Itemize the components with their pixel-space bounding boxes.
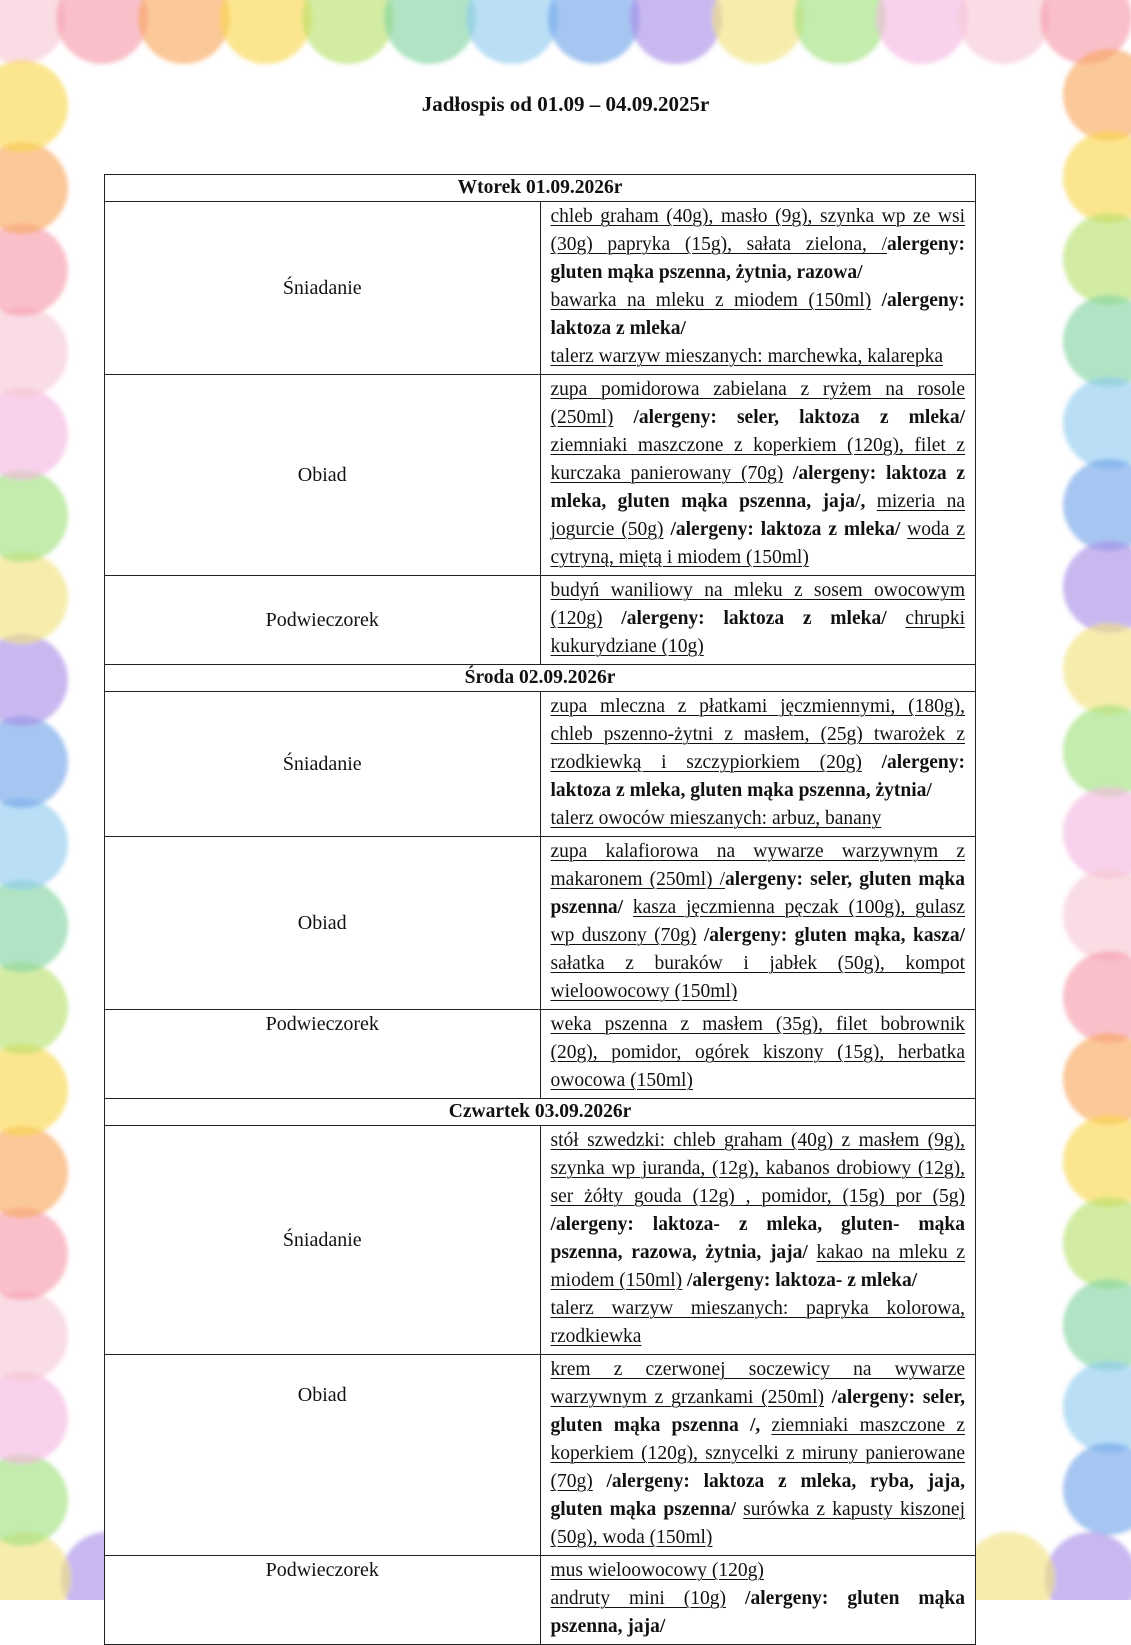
decor-dot (958, 0, 1050, 64)
day-header: Środa 02.09.2026r (105, 665, 976, 692)
decor-dot (712, 0, 804, 64)
meal-label-snack: Podwieczorek (105, 576, 541, 665)
decor-dot (1063, 1197, 1131, 1289)
decor-dot (0, 962, 68, 1054)
meal-label-breakfast: Śniadanie (105, 1126, 541, 1355)
decor-dot (1063, 377, 1131, 469)
decor-dot (1063, 623, 1131, 715)
decor-dot (0, 0, 66, 64)
day-header: Wtorek 01.09.2026r (105, 175, 976, 202)
decor-dot (1063, 1443, 1131, 1535)
decor-dot (384, 0, 476, 64)
decor-dot (1063, 295, 1131, 387)
meal-label-lunch: Obiad (105, 837, 541, 1010)
decor-dot (0, 1044, 68, 1136)
decor-dot (0, 470, 68, 562)
decor-dot (1063, 1361, 1131, 1453)
meal-label-lunch: Obiad (105, 1355, 541, 1556)
decor-dot (630, 0, 722, 64)
decor-dot (0, 1126, 68, 1218)
meal-label-snack: Podwieczorek (105, 1010, 541, 1099)
decor-dot (1063, 869, 1131, 961)
meal-snack: budyń waniliowy na mleku z sosem owocowym (120g) /alergeny: laktoza z mleka/ chrupki kukurydziane (10g) (540, 576, 976, 665)
decor-dot (876, 0, 968, 64)
decor-dot (794, 0, 886, 64)
decor-dot (0, 142, 68, 234)
meal-lunch: zupa kalafiorowa na wywarze warzywnym z makaronem (250ml) /alergeny: seler, gluten mąka pszenna/ kasza jęczmienna pęczak (100g), gulasz wp duszony (70g) /alergeny: gluten mąka, kasza/ sałatka z buraków i jabłek (50g), kompot wieloowocowy (150ml) (540, 837, 976, 1010)
decor-dot (302, 0, 394, 64)
decor-dot (0, 716, 68, 808)
decor-dot (0, 306, 68, 398)
decor-dot (1063, 1279, 1131, 1371)
decor-dot (0, 1454, 68, 1546)
meal-label-breakfast: Śniadanie (105, 692, 541, 837)
decor-dot (1063, 1033, 1131, 1125)
decor-dot (0, 552, 68, 644)
meal-label-breakfast: Śniadanie (105, 202, 541, 375)
decor-dot (1063, 541, 1131, 633)
page-title: Jadłospis od 01.09 – 04.09.2025r (421, 92, 710, 116)
meal-breakfast: stół szwedzki: chleb graham (40g) z masłem (9g), szynka wp juranda, (12g), kabanos drobiowy (12g), ser żółty gouda (12g) , pomidor, (15g) por (5g) /alergeny: laktoza- z mleka, gluten- mąka pszenna, razowa, żytnia, jaja/ kakao na mleku z miodem (150ml) /alergeny: laktoza- z mleka/ talerz warzyw mieszanych: papryka kolorowa, rzodkiewka (540, 1126, 976, 1355)
decor-dot (0, 1208, 68, 1300)
meal-lunch: zupa pomidorowa zabielana z ryżem na rosole (250ml) /alergeny: seler, laktoza z mleka/ ziemniaki maszczone z koperkiem (120g), filet z kurczaka panierowany (70g) /alergeny: laktoza z mleka, gluten mąka pszenna, jaja/, mizeria na jogurcie (50g) /alergeny: laktoza z mleka/ woda z cytryną, miętą i miodem (150ml) (540, 375, 976, 576)
decor-dot (1063, 459, 1131, 551)
decor-dot (1063, 131, 1131, 223)
decor-dot (0, 1290, 68, 1382)
decor-dot (0, 388, 68, 480)
decor-dot (1063, 951, 1131, 1043)
decor-dot (56, 0, 148, 64)
decor-dot (0, 1372, 68, 1464)
meal-breakfast: chleb graham (40g), masło (9g), szynka wp ze wsi (30g) papryka (15g), sałata zielona, /alergeny: gluten mąka pszenna, żytnia, razowa/ bawarka na mleku z miodem (150ml) /alergeny: laktoza z mleka/ talerz warzyw mieszanych: marchewka, kalarepka (540, 202, 976, 375)
meal-snack: weka pszenna z masłem (35g), filet bobrownik (20g), pomidor, ogórek kiszony (15g), herbatka owocowa (150ml) (540, 1010, 976, 1099)
meal-breakfast: zupa mleczna z płatkami jęczmiennymi, (180g), chleb pszenno-żytni z masłem, (25g) twarożek z rzodkiewką i szczypiorkiem (20g) /alergeny: laktoza z mleka, gluten mąka pszenna, żytnia/ talerz owoców mieszanych: arbuz, banany (540, 692, 976, 837)
decor-dot (1063, 705, 1131, 797)
decor-dot (0, 224, 68, 316)
decor-dot (0, 634, 68, 726)
decor-dot (1063, 1115, 1131, 1207)
meal-snack: mus wieloowocowy (120g) andruty mini (10g) /alergeny: gluten mąka pszenna, jaja/ (540, 1556, 976, 1645)
decor-dot (0, 798, 68, 890)
meal-lunch: krem z czerwonej soczewicy na wywarze warzywnym z grzankami (250ml) /alergeny: seler, gluten mąka pszenna /, ziemniaki maszczone z koperkiem (120g), sznycelki z miruny panierowane (70g) /alergeny: laktoza z mleka, ryba, jaja, gluten mąka pszenna/ surówka z kapusty kiszonej (50g), woda (150ml) (540, 1355, 976, 1556)
decor-dot (466, 0, 558, 64)
decor-dot (138, 0, 230, 64)
decor-dot (220, 0, 312, 64)
decor-dot (963, 1532, 1055, 1600)
menu-table (104, 174, 976, 1645)
meal-label-lunch: Obiad (105, 375, 541, 576)
decor-dot (1063, 787, 1131, 879)
decor-dot (1045, 1532, 1131, 1600)
meal-label-snack: Podwieczorek (105, 1556, 541, 1645)
decor-dot (1063, 213, 1131, 305)
decor-dot (0, 880, 68, 972)
decor-dot (548, 0, 640, 64)
day-header: Czwartek 03.09.2026r (105, 1099, 976, 1126)
